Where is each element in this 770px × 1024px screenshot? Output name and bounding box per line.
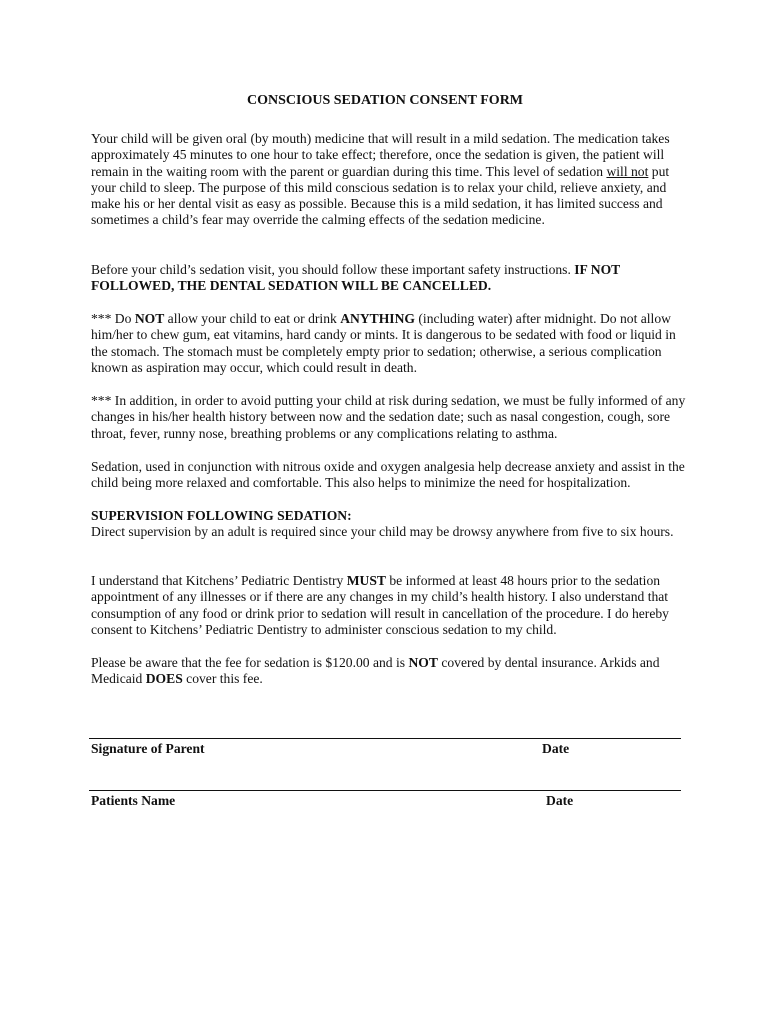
patient-date-label: Date <box>546 793 574 808</box>
supervision-heading: SUPERVISION FOLLOWING SEDATION: <box>91 508 352 523</box>
fee-text-1: Please be aware that the fee for sedation is $120.00 and is <box>91 655 409 670</box>
fee-text-3: cover this fee. <box>182 671 263 687</box>
cancellation-warning: IF NOT FOLLOWED, THE DENTAL SEDATION WILL BE CANCELLED. <box>91 262 620 294</box>
supervision-text: Direct supervision by an adult is required since your child may be drowsy anywhere from five to six hours. <box>91 524 674 540</box>
fee-not-bold: NOT <box>408 655 438 670</box>
safety-instructions-text: Before your child’s sedation visit, you should follow these important safety instructions. <box>91 262 575 277</box>
consent-paragraph <box>91 573 691 638</box>
fasting-anything-bold: ANYTHING <box>340 311 415 326</box>
sedation-description-paragraph <box>91 131 691 229</box>
health-history-paragraph: *** In addition, in order to avoid putting your child at risk during sedation, we must be fully informed of any changes in his/her health history between now and the sedation date; such as nasal congestion, cough, sore throat, fever, runny nose, breathing problems or any complications relating to asthma. <box>91 393 686 441</box>
supervision-paragraph <box>91 508 691 541</box>
fasting-text-1: *** Do <box>91 311 135 326</box>
fasting-instructions-paragraph <box>91 311 691 376</box>
consent-text-1: I understand that Kitchens’ Pediatric Dentistry <box>91 573 347 588</box>
fasting-not-bold: NOT <box>134 311 165 326</box>
sedation-description-text-1: Your child will be given oral (by mouth) medicine that will result in a mild sedation. The medication takes approximately 45 minutes to one hour to take effect; therefore, once the sedation is given, the patient will remain in the waiting room with the parent or guardian during this time. This level of sedation <box>91 131 670 179</box>
parent-date-label: Date <box>542 741 570 756</box>
patients-name-label: Patients Name <box>91 793 176 808</box>
fee-does-bold: DOES <box>145 671 183 687</box>
fee-text-2: covered by dental insurance. Arkids and Medicaid <box>91 655 660 687</box>
must-bold: MUST <box>346 573 386 588</box>
form-title: CONSCIOUS SEDATION CONSENT FORM <box>246 93 524 108</box>
fee-paragraph <box>91 655 691 688</box>
signature-of-parent-label: Signature of Parent <box>91 741 205 756</box>
nitrous-oxide-paragraph: Sedation, used in conjunction with nitrous oxide and oxygen analgesia help decrease anxiety and assist in the child being more relaxed and comfortable. This also helps to minimize the need for hospitalization. <box>91 459 685 491</box>
fasting-text-2: allow your child to eat or drink <box>164 311 341 326</box>
parent-signature-line[interactable] <box>89 738 681 739</box>
fasting-text-3: (including water) after midnight. Do not allow him/her to chew gum, eat vitamins, hard candy or mints. It is dangerous to be sedated with food or liquid in the stomach. The stomach must be completely empty prior to sedation; otherwise, a serious complication known as aspiration may occur, which could result in death. <box>91 311 676 375</box>
sedation-description-text-2: put your child to sleep. The purpose of this mild conscious sedation is to relax your child, relieve anxiety, and make his or her dental visit as easy as possible. Because this is a mild sedation, it has limited success and sometimes a child’s fear may override the calming effects of the sedation medicine. <box>91 163 670 228</box>
consent-text-2: be informed at least 48 hours prior to the sedation appointment of any illnesses or if there are any changes in my child’s health history. I also understand that consumption of any food or drink prior to sedation will result in cancellation of the procedure. I do hereby consent to Kitchens’ Pediatric Dentistry to administer conscious sedation to my child. <box>91 573 669 637</box>
will-not-underlined: will not <box>606 163 649 179</box>
patient-name-line[interactable] <box>89 790 681 791</box>
safety-instructions-paragraph <box>91 262 691 295</box>
